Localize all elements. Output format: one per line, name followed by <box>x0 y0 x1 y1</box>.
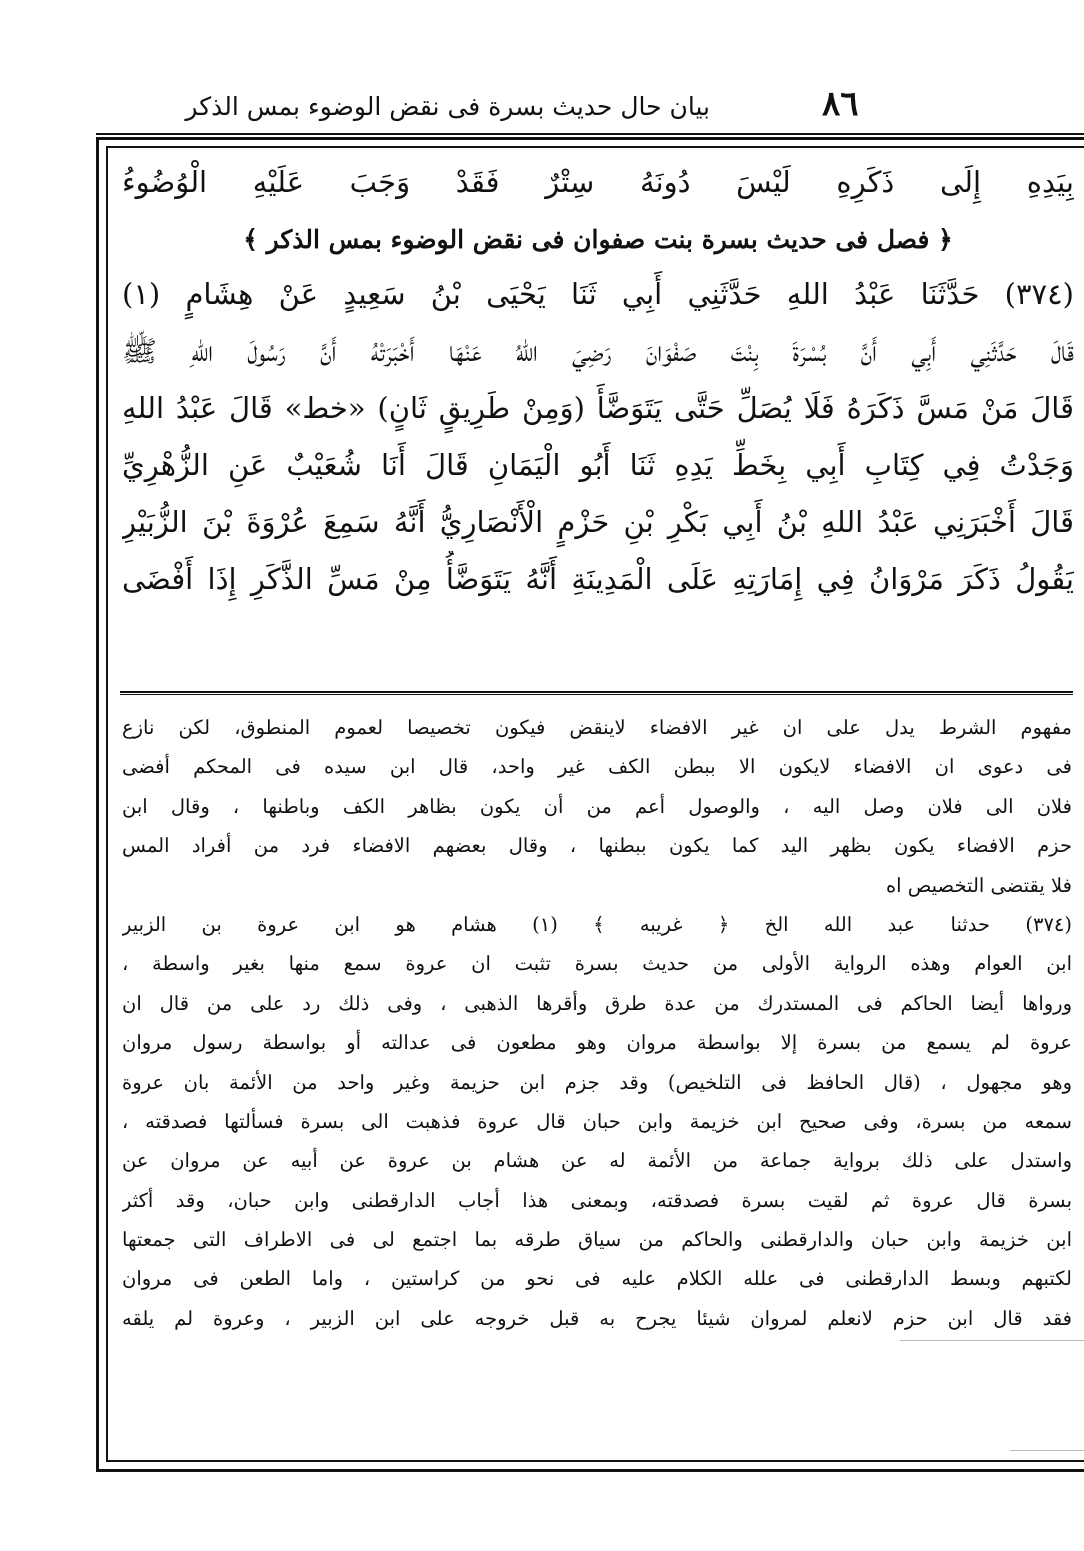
scan-artifact-line <box>1010 1450 1084 1451</box>
note-line: بسرة قال عروة ثم لقيت بسرة فصدقته، وبمعنى هذا أجاب الدارقطنى وابن حبان، وقد أكثر <box>122 1188 1072 1212</box>
note-line: سمعه من بسرة، وفى صحيح ابن خزيمة وابن حبان قال عروة فذهبت الى بسرة فسألتها فصدقته ، <box>122 1109 1072 1133</box>
note-line: ابن خزيمة وابن حبان والدارقطنى والحاكم من سياق طرقه بما اجتمع لى فى الاطراف التى جمعتها <box>122 1228 1072 1252</box>
note-line: حزم الافضاء يكون بظهر اليد كما يكون ببطنها ، وقال بعضهم الافضاء فرد من أفراد المس <box>122 834 1072 858</box>
hadith-line: وَجَدْتُ فِي كِتَابِ أَبِي بِخَطِّ يَدِهِ ثَنَا أَبُو الْيَمَانِ قَالَ أَنَا شُعَيْبٌ عَنِ الزُّهْرِيِّ <box>122 448 1074 482</box>
header-rule <box>96 133 1084 135</box>
notes-divider <box>120 691 1073 695</box>
hadith-line: يَقُولُ ذَكَرَ مَرْوَانُ فِي إِمَارَتِهِ عَلَى الْمَدِينَةِ أَنَّهُ يَتَوَضَّأُ مِنْ مَسِّ الذَّكَرِ إِذَا أَفْضَى <box>122 562 1074 596</box>
note-line: فلا يقتضى التخصيص اه <box>885 873 1072 897</box>
note-line: عروة لم يسمع من بسرة إلا بواسطة مروان وهو مطعون فى عدالته أو بواسطة رسول مروان <box>122 1031 1072 1055</box>
note-line: مفهوم الشرط يدل على ان غير الافضاء لاينقض فيكون تخصيصا لعموم المنطوق، لكن نازع <box>122 716 1072 739</box>
note-line: واستدل على ذلك برواية جماعة من الأئمة له عن هشام بن عروة عن أبيه عن مروان عن <box>122 1149 1072 1173</box>
note-line: فقد قال ابن حزم لانعلم لمروان شيئا يجرح به قبل خروجه على ابن الزبير ، وعروة لم يلقه <box>122 1306 1072 1330</box>
hadith-line: قَالَ حَدَّثَنِي أَبِي أَنَّ بُسْرَةَ بِنْتَ صَفْوَانَ رَضِيَ اللهُ عَنْهَا أَخْبَرَتْهُ أَنَّ رَسُولَ اللهِ ﷺ <box>122 334 1074 368</box>
note-line: (٣٧٤) حدثنا عبد الله الخ ﴿ غريبه ﴾ (١) هشام هو ابن عروة بن الزبير <box>122 912 1072 936</box>
scan-artifact-line <box>900 1340 1084 1341</box>
running-head: بيان حال حديث بسرة فى نقض الوضوء بمس الذكر <box>185 92 710 121</box>
hadith-line: بِيَدِهِ إِلَى ذَكَرِهِ لَيْسَ دُونَهُ سِتْرٌ فَقَدْ وَجَبَ عَلَيْهِ الْوُضُوءُ <box>122 165 1074 199</box>
hadith-line: قَالَ مَنْ مَسَّ ذَكَرَهُ فَلَا يُصَلِّ حَتَّى يَتَوَضَّأَ (وَمِنْ طَرِيقٍ ثَانٍ) «خط» قَالَ عَبْدُ اللهِ <box>122 391 1074 425</box>
note-line: فى دعوى ان الافضاء لايكون الا ببطن الكف غير واحد، قال ابن سيده فى المحكم أفضى <box>122 755 1072 779</box>
note-line: لكتبهم وبسط الدارقطنى فى علله الكلام عليه فى نحو من كراستين ، واما الطعن فى مروان <box>122 1267 1072 1291</box>
page-number: ٨٦ <box>822 84 859 124</box>
note-line: فلان الى فلان وصل اليه ، والوصول أعم من أن يكون بظاهر الكف وباطنها ، وقال ابن <box>122 794 1072 818</box>
section-heading: ﴿ فصل فى حديث بسرة بنت صفوان فى نقض الوضوء بمس الذكر ﴾ <box>243 225 953 254</box>
commentary-notes <box>122 708 1072 1338</box>
note-line: ابن العوام وهذه الرواية الأولى من حديث بسرة تثبت ان عروة سمع منها بغير واسطة ، <box>122 952 1072 976</box>
hadith-line: قَالَ أَخْبَرَنِي عَبْدُ اللهِ بْنُ أَبِي بَكْرِ بْنِ حَزْمٍ الْأَنْصَارِيُّ أَنَّهُ سَمِعَ عُرْوَةَ بْنَ الزُّبَيْرِ <box>122 505 1074 539</box>
note-line: ورواها أيضا الحاكم فى المستدرك من عدة طرق وأقرها الذهبى ، وفى ذلك رد على من قال ان <box>122 991 1072 1015</box>
note-line: وهو مجهول ، (قال الحافظ فى التلخيص) وقد جزم ابن حزيمة وغير واحد من الأئمة بان عروة <box>122 1070 1072 1094</box>
hadith-line: (٣٧٤) حَدَّثَنَا عَبْدُ اللهِ حَدَّثَنِي أَبِي ثَنَا يَحْيَى بْنُ سَعِيدٍ عَنْ هِشَامٍ (١) <box>122 277 1074 311</box>
hadith-text <box>122 150 1074 608</box>
